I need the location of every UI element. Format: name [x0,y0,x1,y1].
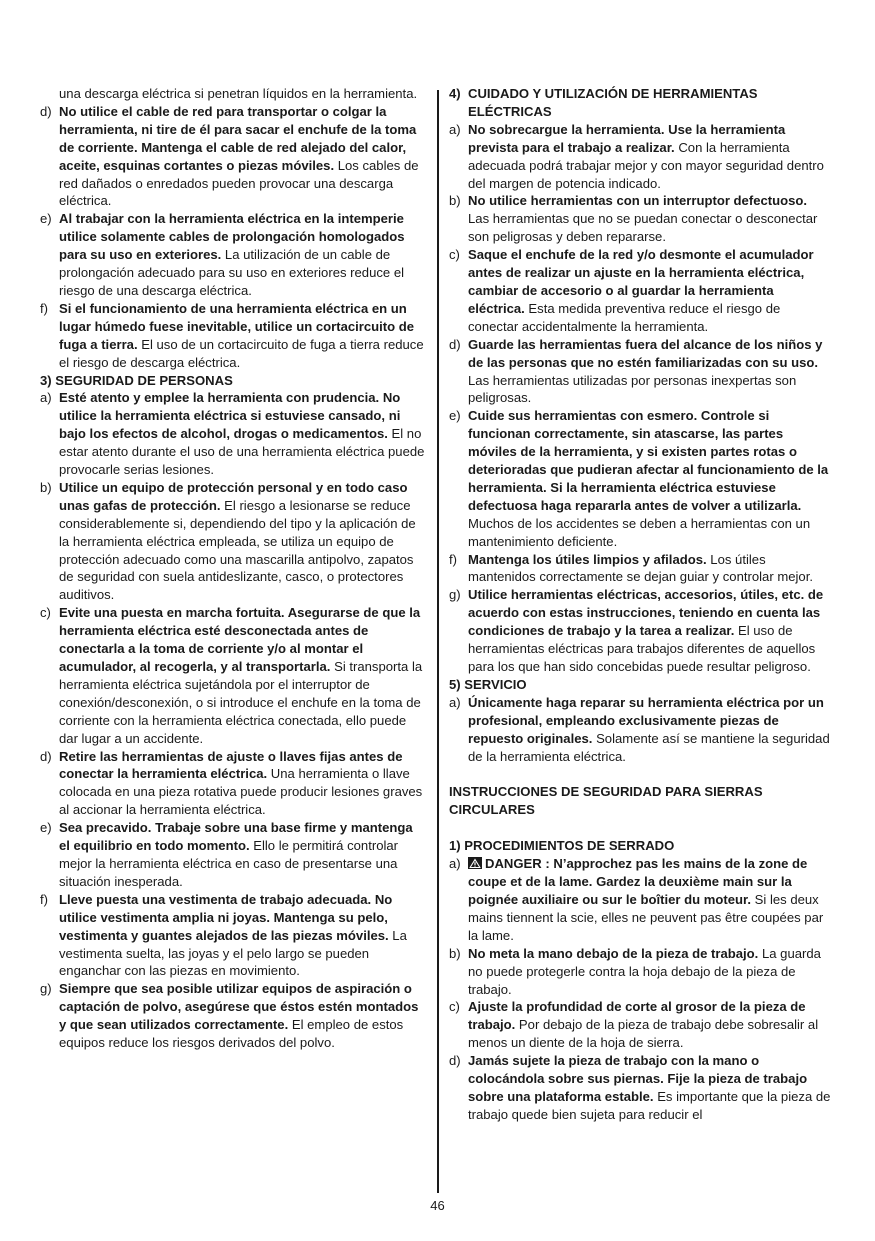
item-text: Ello le permitirá controlar mejor la herramienta eléctrica en caso de presentarse una situación inesperada. [59,838,399,889]
list-item [40,891,427,981]
item-text: Muchos de los accidentes se deben a herramientas con un mantenimiento deficiente. [468,515,811,549]
item-label: a) [40,390,52,406]
item-label: b) [449,193,461,209]
item-text: Los cables de red dañados o enredados pueden provocar una descarga eléctrica. [59,157,419,209]
personal-safety-list [40,389,427,1052]
item-label: a) [449,694,461,710]
continued-paragraph: una descarga eléctrica si penetran líquidos en la herramienta. [59,86,418,101]
item-text: Con la herramienta adecuada podrá trabajar mejor y con mayor seguridad dentro del margen de potencia indicado. [468,139,824,191]
item-text: Esta medida preventiva reduce el riesgo de conectar accidentalmente la herramienta. [468,300,781,334]
item-label: f) [40,891,48,907]
list-item [449,551,831,587]
item-label: c) [40,605,51,621]
item-label: d) [449,336,461,352]
item-label: b) [449,945,461,961]
section-heading-text: CUIDADO Y UTILIZACIÓN DE HERRAMIENTAS ELÉCTRICAS [468,86,758,119]
item-bold-text: Si el funcionamiento de una herramienta eléctrica en un lugar húmedo fuese inevitable, utilice un cortacircuito de fuga a tierra. [59,300,415,352]
item-text: Solamente así se mantiene la seguridad de la herramienta eléctrica. [468,730,830,764]
page-number: 46 [430,1198,445,1213]
item-text: El empleo de estos equipos reduce los riesgos derivados del polvo. [59,1017,404,1051]
item-label: f) [449,551,457,567]
section-heading-tool-care [449,85,831,121]
item-label: d) [449,1053,461,1069]
item-text: Las herramientas que no se puedan conectar o desconectar son peligrosas y deben repararse. [468,211,818,245]
item-text: La utilización de un cable de prolongación adecuado para su uso en exteriores reduce el riesgo de una descarga eléctrica. [59,247,405,298]
list-item [40,980,427,1052]
section-heading-service: 5) SERVICIO [449,676,527,692]
item-text: Las herramientas utilizadas por personas inexpertas son peligrosas. [468,372,797,406]
item-bold-text: Retire las herramientas de ajuste o llaves fijas antes de conectar la herramienta eléctrica. [59,748,403,782]
section-heading-sawing-procedures: 1) PROCEDIMIENTOS DE SERRADO [449,838,675,854]
list-item [40,604,427,747]
list-item [40,300,427,372]
list-item [449,1052,831,1124]
item-label: c) [449,247,460,263]
list-item [449,407,831,550]
item-label: g) [40,981,52,997]
item-bold-text: Esté atento y emplee la herramienta con prudencia. No utilice la herramienta eléctrica si estuviese cansado, ni bajo los efectos de alcohol, drogas o medicamentos. [59,390,401,442]
item-label: e) [40,211,52,227]
item-bold-text: Al trabajar con la herramienta eléctrica en la intemperie utilice solamente cables de prolongación homologados para su uso en exteriores. [59,211,405,263]
list-item [449,694,831,766]
item-bold-text: No utilice el cable de red para transportar o colgar la herramienta, ni tire de él para sacar el enchufe de la toma de corriente. Mantenga el cable de red alejado del calor, aceite, esquinas cortantes o piezas móviles. [59,103,417,173]
item-label: a) [449,856,461,872]
column-divider [437,90,439,1193]
item-bold-text: Jamás sujete la pieza de trabajo con la mano o colocándola sobre sus piernas. Fije la pieza de trabajo sobre una plataforma estable. [468,1053,808,1104]
item-label: b) [40,479,52,495]
list-item [40,748,427,820]
list-item [40,103,427,210]
item-text: El riesgo a lesionarse se reduce considerablemente si, dependiendo del tipo y la aplicación de la herramienta eléctrica empleada, se utiliza un equipo de protección adecuado como una mascarilla antipolvo, zapatos de seguridad con suela antideslizante, casco, o protectores auditivos. [59,497,416,603]
list-item [449,121,831,193]
list-item [449,998,831,1052]
item-text: Si les deux mains tiennent la scie, elles ne peuvent pas être coupées par la lame. [468,891,824,943]
item-text: Es importante que la pieza de trabajo quede bien sujeta para reducir el [468,1088,831,1122]
item-text: Por debajo de la pieza de trabajo debe sobresalir al menos un diente de la hoja de sierra. [468,1017,819,1051]
item-label: d) [40,103,52,119]
section-number: 4) [449,86,461,101]
item-label: a) [449,121,461,137]
item-bold-text: Siempre que sea posible utilizar equipos de aspiración o captación de polvo, asegúrese que éstos estén montados y que sean utilizados correctamente. [59,981,419,1033]
list-item [449,945,831,999]
list-item [40,479,427,604]
item-bold-text: No sobrecargue la herramienta. Use la herramienta prevista para el trabajo a realizar. [468,121,786,155]
item-text: La vestimenta suelta, las joyas y el pelo largo se pueden enganchar con las piezas en movimiento. [59,927,407,979]
item-bold-text: Sea precavido. Trabaje sobre una base firme y mantenga el equilibrio en todo momento. [59,820,413,854]
item-text: El uso de herramientas eléctricas para trabajos diferentes de aquellos para los que han sido concebidas puede resultar peligroso. [468,623,816,674]
item-text: Si transporta la herramienta eléctrica sujetándola por el interruptor de conexión/desconexión, o si introduce el enchufe en la toma de corriente con la herramienta eléctrica conectada, ello puede dar lugar a un accidente. [59,659,423,746]
item-bold-text: Ajuste la profundidad de corte al grosor de la pieza de trabajo. [468,999,806,1033]
item-label: e) [40,820,52,836]
item-bold-text: No utilice herramientas con un interruptor defectuoso. [468,193,808,209]
item-text: El no estar atento durante el uso de una herramienta eléctrica puede provocarle serias lesiones. [59,426,425,478]
section-heading-personal-safety: 3) SEGURIDAD DE PERSONAS [40,372,233,388]
item-bold-text: Únicamente haga reparar su herramienta eléctrica por un profesional, empleando exclusivamente piezas de repuesto originales. [468,694,824,746]
left-column [40,85,427,1052]
item-label: d) [40,748,52,764]
item-bold-text: Cuide sus herramientas con esmero. Controle si funcionan correctamente, sin atascarse, las partes móviles de la herramienta, y si existen partes rotas o deterioradas que pudieran afectar al funcionamiento de la herramienta. Si la herramienta eléctrica estuviese defectuosa haga repararla antes de volver a utilizarla. [468,408,829,513]
item-bold-text: DANGER : N’approchez pas les mains de la zone de coupe et de la lame. Gardez la deuxième main sur la poignée auxiliaire ou sur le boîtier du moteur. [468,856,808,907]
list-item [40,819,427,891]
service-list [449,694,831,766]
item-label: f) [40,300,48,316]
item-text: Los útiles mantenidos correctamente se dejan guiar y controlar mejor. [468,551,813,585]
item-label: g) [449,587,461,603]
right-column [449,85,831,1124]
item-bold-text: Utilice un equipo de protección personal y en todo caso unas gafas de protección. [59,479,408,513]
item-bold-text: Evite una puesta en marcha fortuita. Asegurarse de que la herramienta eléctrica esté desconectada antes de conectarla a la toma de corriente y/o al montar el acumulador, al recogerla, y al transportarla. [59,605,421,674]
item-bold-text: Lleve puesta una vestimenta de trabajo adecuada. No utilice vestimenta amplia ni joyas. Mantenga su pelo, vestimenta y guantes alejados de las piezas móviles. [59,891,393,943]
item-label: e) [449,408,461,424]
list-item [449,246,831,336]
item-bold-text: Mantenga los útiles limpios y afilados. [468,551,707,567]
list-item [449,336,831,408]
item-text: Una herramienta o llave colocada en una pieza rotativa puede producir lesiones graves al accionar la herramienta eléctrica. [59,766,423,818]
sawing-procedures-list [449,945,831,1124]
item-label: c) [449,999,460,1015]
list-item [449,855,831,945]
item-bold-text: No meta la mano debajo de la pieza de trabajo. [468,945,759,961]
tool-care-list [449,121,831,676]
item-text: La guarda no puede protegerle contra la hoja debajo de la pieza de trabajo. [468,945,821,997]
electrical-safety-list [40,103,427,372]
list-item [40,389,427,479]
item-bold-text: Saque el enchufe de la red y/o desmonte el acumulador antes de realizar un ajuste en la herramienta eléctrica, cambiar de accesorio o al guardar la herramienta eléctrica. [468,247,814,316]
item-bold-text: Utilice herramientas eléctricas, accesorios, útiles, etc. de acuerdo con estas instrucciones, teniendo en cuenta las condiciones de trabajo y la tarea a realizar. [468,587,824,639]
item-text: El uso de un cortacircuito de fuga a tierra reduce el riesgo de descarga eléctrica. [59,336,424,370]
list-item [40,210,427,300]
warning-triangle-icon [468,857,482,869]
circular-saw-safety-heading: INSTRUCCIONES DE SEGURIDAD PARA SIERRAS CIRCULARES [449,784,763,818]
list-item [449,586,831,676]
item-bold-text: Guarde las herramientas fuera del alcance de los niños y de las personas que no estén familiarizadas con su uso. [468,336,823,370]
list-item [449,192,831,246]
